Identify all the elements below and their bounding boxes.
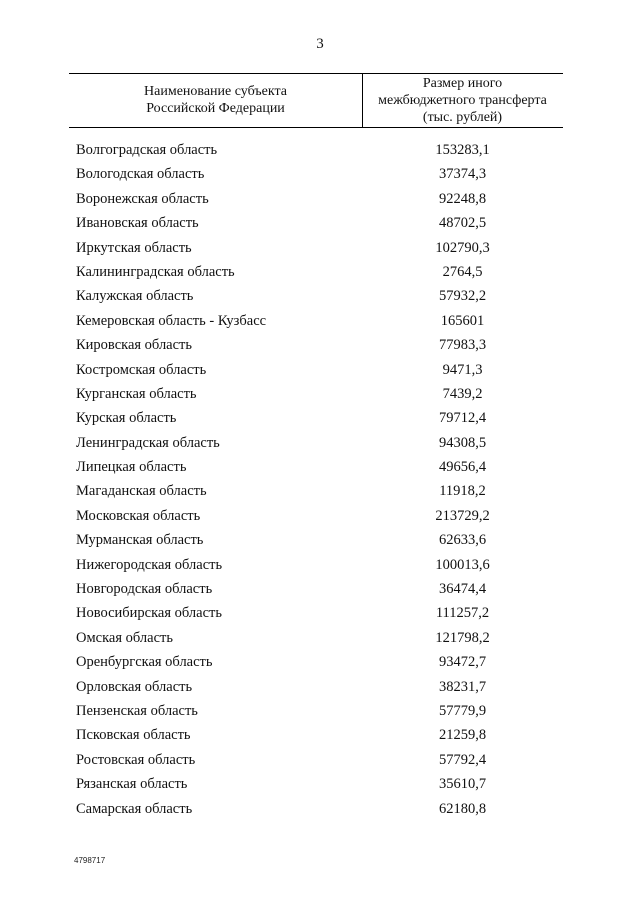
table-row [0, 603, 640, 627]
transfer-amount: 93472,7 [438, 654, 487, 671]
column-header-subject-line: Наименование субъекта [144, 84, 287, 99]
column-header-transfer [362, 75, 563, 126]
document-id: 4798717 [74, 856, 106, 865]
table-header-bottom-rule [69, 127, 563, 128]
subject-name: Пензенская область [76, 702, 198, 719]
table-row [0, 360, 640, 384]
subject-name: Кировская область [76, 337, 193, 354]
subject-name: Московская область [76, 507, 201, 524]
table-row [0, 530, 640, 554]
subject-name: Нижегородская область [76, 556, 223, 573]
transfer-amount: 36474,4 [438, 581, 487, 598]
table-row [0, 311, 640, 335]
subject-name: Омская область [76, 629, 173, 646]
table-row [0, 189, 640, 213]
transfer-amount: 62633,6 [438, 532, 487, 549]
transfer-amount: 49656,4 [438, 459, 487, 476]
subject-name: Вологодская область [76, 166, 205, 183]
table-row [0, 750, 640, 774]
transfer-amount: 2764,5 [442, 263, 483, 280]
table-top-rule [69, 73, 563, 74]
subject-name: Курская область [76, 410, 177, 427]
table-row [0, 725, 640, 749]
table-body [0, 140, 640, 823]
table-row [0, 774, 640, 798]
subject-name: Псковская область [76, 727, 191, 744]
subject-name: Костромская область [76, 361, 207, 378]
transfer-amount: 153283,1 [435, 142, 490, 158]
table-row [0, 433, 640, 457]
subject-name: Калининградская область [76, 263, 235, 280]
transfer-amount: 9471,3 [442, 361, 483, 378]
transfer-amount: 7439,2 [442, 385, 483, 402]
column-header-subject-line: Российской Федерации [146, 101, 285, 116]
transfer-amount: 35610,7 [438, 776, 487, 793]
transfer-amount: 11918,2 [439, 483, 486, 500]
subject-name: Магаданская область [76, 483, 207, 500]
table-row [0, 238, 640, 262]
subject-name: Ростовская область [76, 751, 196, 768]
subject-name: Рязанская область [76, 776, 188, 793]
subject-name: Ивановская область [76, 215, 199, 232]
subject-name: Калужская область [76, 288, 194, 305]
transfer-amount: 57932,2 [438, 288, 487, 305]
table-row [0, 408, 640, 432]
table-row [0, 579, 640, 603]
transfer-amount: 100013,6 [435, 556, 490, 573]
subject-name: Мурманская область [76, 532, 204, 549]
subject-name: Волгоградская область [76, 142, 218, 158]
transfer-amount: 21259,8 [438, 727, 487, 744]
transfer-amount: 57792,4 [438, 751, 487, 768]
table-row [0, 457, 640, 481]
table-row [0, 677, 640, 701]
subject-name: Кемеровская область - Кузбасс [76, 312, 267, 329]
transfer-amount: 48702,5 [438, 215, 487, 232]
transfer-amount: 62180,8 [438, 800, 487, 817]
table-row [0, 481, 640, 505]
column-header-transfer-line: Размер иного [422, 76, 503, 91]
transfer-amount: 79712,4 [438, 410, 487, 427]
table-row [0, 213, 640, 237]
table-row [0, 628, 640, 652]
table-row [0, 555, 640, 579]
table-row [0, 286, 640, 310]
page-number: 3 [316, 36, 324, 52]
subject-name: Новгородская область [76, 581, 213, 598]
transfer-amount: 38231,7 [438, 678, 487, 695]
transfer-amount: 37374,3 [438, 166, 487, 183]
column-header-subject [69, 83, 362, 117]
subject-name: Липецкая область [76, 459, 187, 476]
table-row [0, 140, 640, 164]
subject-name: Воронежская область [76, 190, 209, 207]
transfer-amount: 165601 [440, 312, 485, 329]
table-row [0, 384, 640, 408]
transfer-amount: 57779,9 [438, 702, 487, 719]
table-row [0, 799, 640, 823]
transfer-amount: 102790,3 [435, 239, 490, 256]
table-row [0, 652, 640, 676]
subject-name: Курганская область [76, 385, 197, 402]
transfer-amount: 121798,2 [435, 629, 490, 646]
subject-name: Ленинградская область [76, 434, 220, 451]
transfer-amount: 111257,2 [435, 605, 490, 622]
subject-name: Самарская область [76, 800, 193, 817]
table-row [0, 335, 640, 359]
subject-name: Орловская область [76, 678, 193, 695]
subject-name: Иркутская область [76, 239, 192, 256]
subject-name: Новосибирская область [76, 605, 222, 622]
table-row [0, 701, 640, 725]
subject-name: Оренбургская область [76, 654, 213, 671]
transfer-amount: 213729,2 [435, 507, 490, 524]
column-header-transfer-line: (тыс. рублей) [422, 110, 503, 125]
table-row [0, 262, 640, 286]
transfer-amount: 77983,3 [438, 337, 487, 354]
table-row [0, 506, 640, 530]
transfer-amount: 94308,5 [438, 434, 487, 451]
column-header-transfer-line: межбюджетного трансферта [378, 93, 547, 108]
transfer-amount: 92248,8 [438, 190, 487, 207]
table-row [0, 164, 640, 188]
